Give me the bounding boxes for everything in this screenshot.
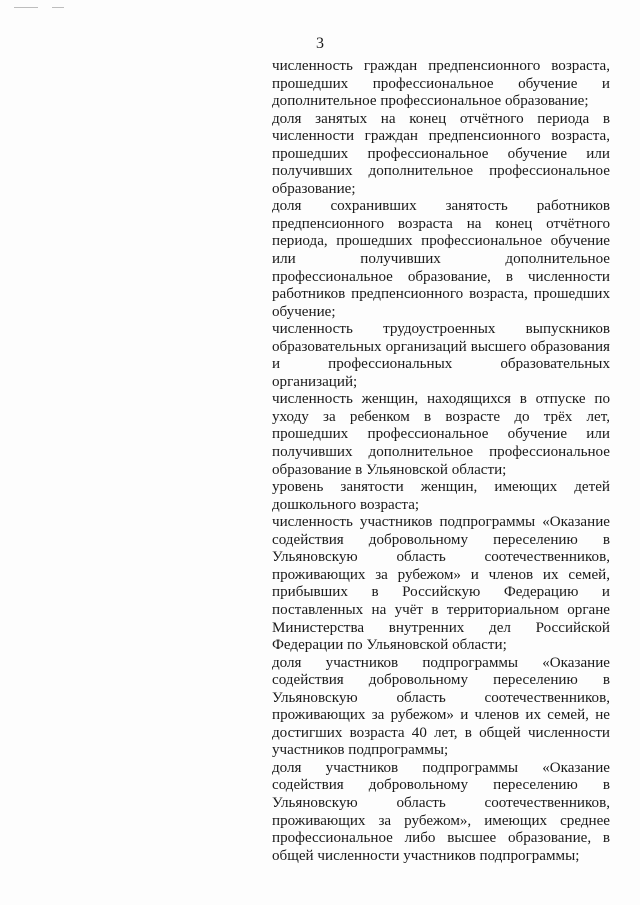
paragraph: численность граждан предпенсионного возраста, прошедших профессиональное обучение и дополнительное профессиональное образование; [272, 58, 610, 110]
paragraph: численность трудоустроенных выпускников образовательных организаций высшего образования и профессиональных образовательных организаций; [272, 321, 610, 390]
paragraph: уровень занятости женщин, имеющих детей дошкольного возраста; [272, 479, 610, 513]
paragraph: доля участников подпрограммы «Оказание содействия добровольному переселению в Ульяновскую область соотечественников, проживающих за рубежом» и членов их семей, не достигших возраста 40 лет, в общей численности участников подпрограммы; [272, 654, 610, 759]
paragraph: численность женщин, находящихся в отпуске по уходу за ребенком в возрасте до трёх лет, прошедших профессиональное обучение или получивших дополнительное профессиональное образование в Ульяновской области; [272, 391, 610, 478]
paragraph: доля участников подпрограммы «Оказание содействия добровольному переселению в Ульяновскую область соотечественников, проживающих за рубежом», имеющих среднее профессиональное либо высшее образование, в общей численности участников подпрограммы; [272, 759, 610, 864]
document-body [272, 58, 610, 865]
scan-artifact [14, 7, 38, 8]
paragraph: численность участников подпрограммы «Оказание содействия добровольному переселению в Ульяновскую область соотечественников, проживающих за рубежом» и членов их семей, прибывших в Российскую Федерацию и поставленных на учёт в территориальном органе Министерства внутренних дел Российской Федерации по Ульяновской области; [272, 514, 610, 654]
paragraph: доля занятых на конец отчётного периода в численности граждан предпенсионного возраста, прошедших профессиональное обучение или получивших дополнительное профессиональное образование; [272, 110, 610, 197]
page-number: 3 [316, 35, 324, 52]
paragraph: доля сохранивших занятость работников предпенсионного возраста на конец отчётного периода, прошедших профессиональное обучение или получивших дополнительное профессиональное образование, в численности работников предпенсионного возраста, прошедших обучение; [272, 198, 610, 320]
scan-artifact [52, 7, 64, 8]
